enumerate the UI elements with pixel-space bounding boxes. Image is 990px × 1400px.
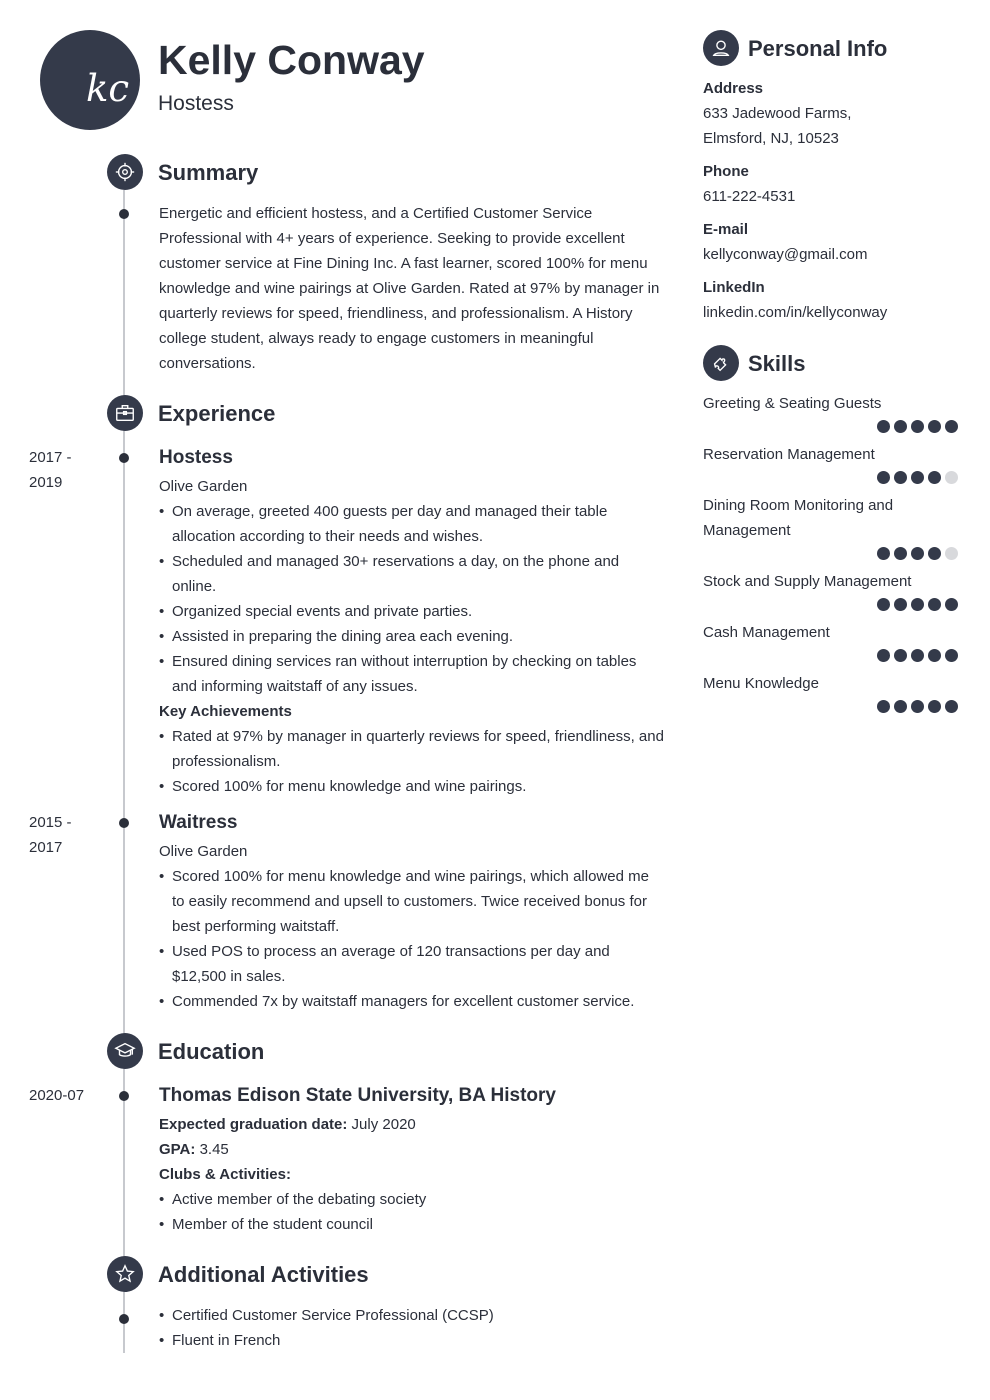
rating-dot-filled (894, 649, 907, 662)
skill-name: Stock and Supply Management (703, 573, 912, 590)
rating-dot-empty (945, 471, 958, 484)
rating-dot-filled (894, 420, 907, 433)
skill-rating (703, 700, 968, 713)
graduation-date-label: Expected graduation date: (159, 1116, 348, 1133)
job-entry (159, 810, 664, 1014)
rating-dot-filled (928, 700, 941, 713)
rating-dot-filled (894, 700, 907, 713)
section-title-skills: Skills (748, 351, 806, 376)
timeline-line (123, 190, 125, 1353)
rating-dot-filled (928, 547, 941, 560)
rating-dot-filled (928, 471, 941, 484)
job-entry (159, 445, 664, 799)
rating-dot-filled (894, 471, 907, 484)
skill-item (703, 493, 968, 560)
list-item: • Scored 100% for menu knowledge and wine pairings, which allowed me to easily recommend and upsell to customers. Twice received bonus for best performing waitstaff. (159, 864, 664, 939)
list-item: • Certified Customer Service Professional (CCSP) (159, 1303, 664, 1328)
timeline-dot (119, 1314, 129, 1324)
skill-rating (703, 649, 968, 662)
timeline-dot (119, 209, 129, 219)
address-label: Address (703, 80, 764, 97)
list-item: • Commended 7x by waitstaff managers for excellent customer service. (159, 989, 664, 1014)
job-bullets (159, 499, 664, 699)
rating-dot-filled (911, 700, 924, 713)
skill-item (703, 620, 968, 662)
user-icon (703, 30, 739, 66)
rating-dot-filled (911, 547, 924, 560)
graduation-date-value: July 2020 (351, 1116, 416, 1133)
job-date: 2017 - 2019 (29, 449, 72, 491)
rating-dot-filled (945, 420, 958, 433)
rating-dot-filled (945, 598, 958, 611)
rating-dot-filled (877, 547, 890, 560)
candidate-title: Hostess (158, 92, 234, 115)
additional-entry (159, 1303, 664, 1353)
timeline-dot (119, 453, 129, 463)
skill-name: Greeting & Seating Guests (703, 395, 882, 412)
rating-dot-filled (877, 649, 890, 662)
key-achievements-label: Key Achievements (159, 703, 292, 720)
skill-item (703, 391, 968, 433)
skill-rating (703, 471, 968, 484)
rating-dot-filled (911, 420, 924, 433)
education-title: Thomas Edison State University, BA History (159, 1085, 556, 1106)
email-label: E-mail (703, 221, 749, 238)
list-item: • Used POS to process an average of 120 transactions per day and $12,500 in sales. (159, 939, 664, 989)
job-title: Waitress (159, 812, 238, 833)
phone-label: Phone (703, 163, 749, 180)
list-item: • Fluent in French (159, 1328, 664, 1353)
job-company: Olive Garden (159, 843, 248, 860)
puzzle-icon (703, 345, 739, 381)
skill-item (703, 442, 968, 484)
graduation-date-line (159, 1112, 664, 1137)
clubs-bullets (159, 1187, 664, 1237)
list-item: • Active member of the debating society (159, 1187, 664, 1212)
linkedin-value: linkedin.com/in/kellyconway (703, 304, 888, 321)
rating-dot-filled (945, 649, 958, 662)
gpa-value: 3.45 (199, 1141, 229, 1158)
skill-name: Menu Knowledge (703, 675, 819, 692)
job-title: Hostess (159, 447, 233, 468)
education-entry (159, 1083, 664, 1237)
job-company: Olive Garden (159, 478, 248, 495)
list-item: • Assisted in preparing the dining area each evening. (159, 624, 664, 649)
phone-value: 611-222-4531 (703, 188, 796, 205)
section-title-personal-info: Personal Info (748, 36, 888, 61)
section-title-experience: Experience (158, 401, 276, 426)
section-title-additional: Additional Activities (158, 1262, 369, 1287)
gpa-line (159, 1137, 664, 1162)
address-value: 633 Jadewood Farms, Elmsford, NJ, 10523 (703, 105, 852, 147)
list-item: • Scored 100% for menu knowledge and wine pairings. (159, 774, 664, 799)
rating-dot-filled (928, 598, 941, 611)
email-value: kellyconway@gmail.com (703, 246, 868, 263)
list-item: • Organized special events and private parties. (159, 599, 664, 624)
star-icon (107, 1256, 143, 1292)
rating-dot-filled (928, 420, 941, 433)
skill-rating (703, 547, 968, 560)
clubs-label: Clubs & Activities: (159, 1166, 291, 1183)
linkedin-label: LinkedIn (703, 279, 765, 296)
skill-rating (703, 420, 968, 433)
rating-dot-filled (911, 649, 924, 662)
skill-item (703, 569, 968, 611)
section-title-summary: Summary (158, 160, 259, 185)
skill-rating (703, 598, 968, 611)
summary-text: Energetic and efficient hostess, and a Certified Customer Service Professional with 4+ years of experience. Seeking to provide excellent customer service at Fine Dining Inc. A fast learner, scored 100% for menu knowledge and wine pairings at Olive Garden. Rated at 97% by manager in quarterly reviews for speed, friendliness, and professionalism. A History college student, always ready to engage customers in meaningful conversations. (159, 205, 660, 372)
education-date: 2020-07 (29, 1087, 85, 1104)
job-bullets (159, 864, 664, 1014)
skill-name: Cash Management (703, 624, 830, 641)
list-item: • On average, greeted 400 guests per day and managed their table allocation according to their needs and wishes. (159, 499, 664, 549)
skill-item (703, 671, 968, 713)
rating-dot-empty (945, 547, 958, 560)
avatar (40, 30, 140, 130)
rating-dot-filled (928, 649, 941, 662)
briefcase-icon (107, 395, 143, 431)
personal-info-block (703, 76, 968, 325)
rating-dot-filled (877, 471, 890, 484)
rating-dot-filled (894, 598, 907, 611)
rating-dot-filled (894, 547, 907, 560)
rating-dot-filled (911, 471, 924, 484)
list-item: • Ensured dining services ran without interruption by checking on tables and informing waitstaff of any issues. (159, 649, 664, 699)
section-title-education: Education (158, 1039, 265, 1064)
timeline-dot (119, 1091, 129, 1101)
achievement-bullets (159, 724, 664, 799)
additional-bullets (159, 1303, 664, 1353)
list-item: • Rated at 97% by manager in quarterly reviews for speed, friendliness, and professionalism. (159, 724, 664, 774)
skill-name: Reservation Management (703, 446, 875, 463)
rating-dot-filled (877, 700, 890, 713)
target-icon (107, 154, 143, 190)
timeline-dot (119, 818, 129, 828)
candidate-name: Kelly Conway (158, 37, 425, 83)
rating-dot-filled (945, 700, 958, 713)
list-item: • Member of the student council (159, 1212, 664, 1237)
rating-dot-filled (877, 420, 890, 433)
rating-dot-filled (877, 598, 890, 611)
avatar-initials: kc (86, 67, 130, 110)
graduation-cap-icon (107, 1033, 143, 1069)
skill-name: Dining Room Monitoring and Management (703, 497, 894, 539)
gpa-label: GPA: (159, 1141, 196, 1158)
rating-dot-filled (911, 598, 924, 611)
list-item: • Scheduled and managed 30+ reservations a day, on the phone and online. (159, 549, 664, 599)
skills-list (703, 391, 968, 722)
job-date: 2015 - 2017 (29, 814, 72, 856)
